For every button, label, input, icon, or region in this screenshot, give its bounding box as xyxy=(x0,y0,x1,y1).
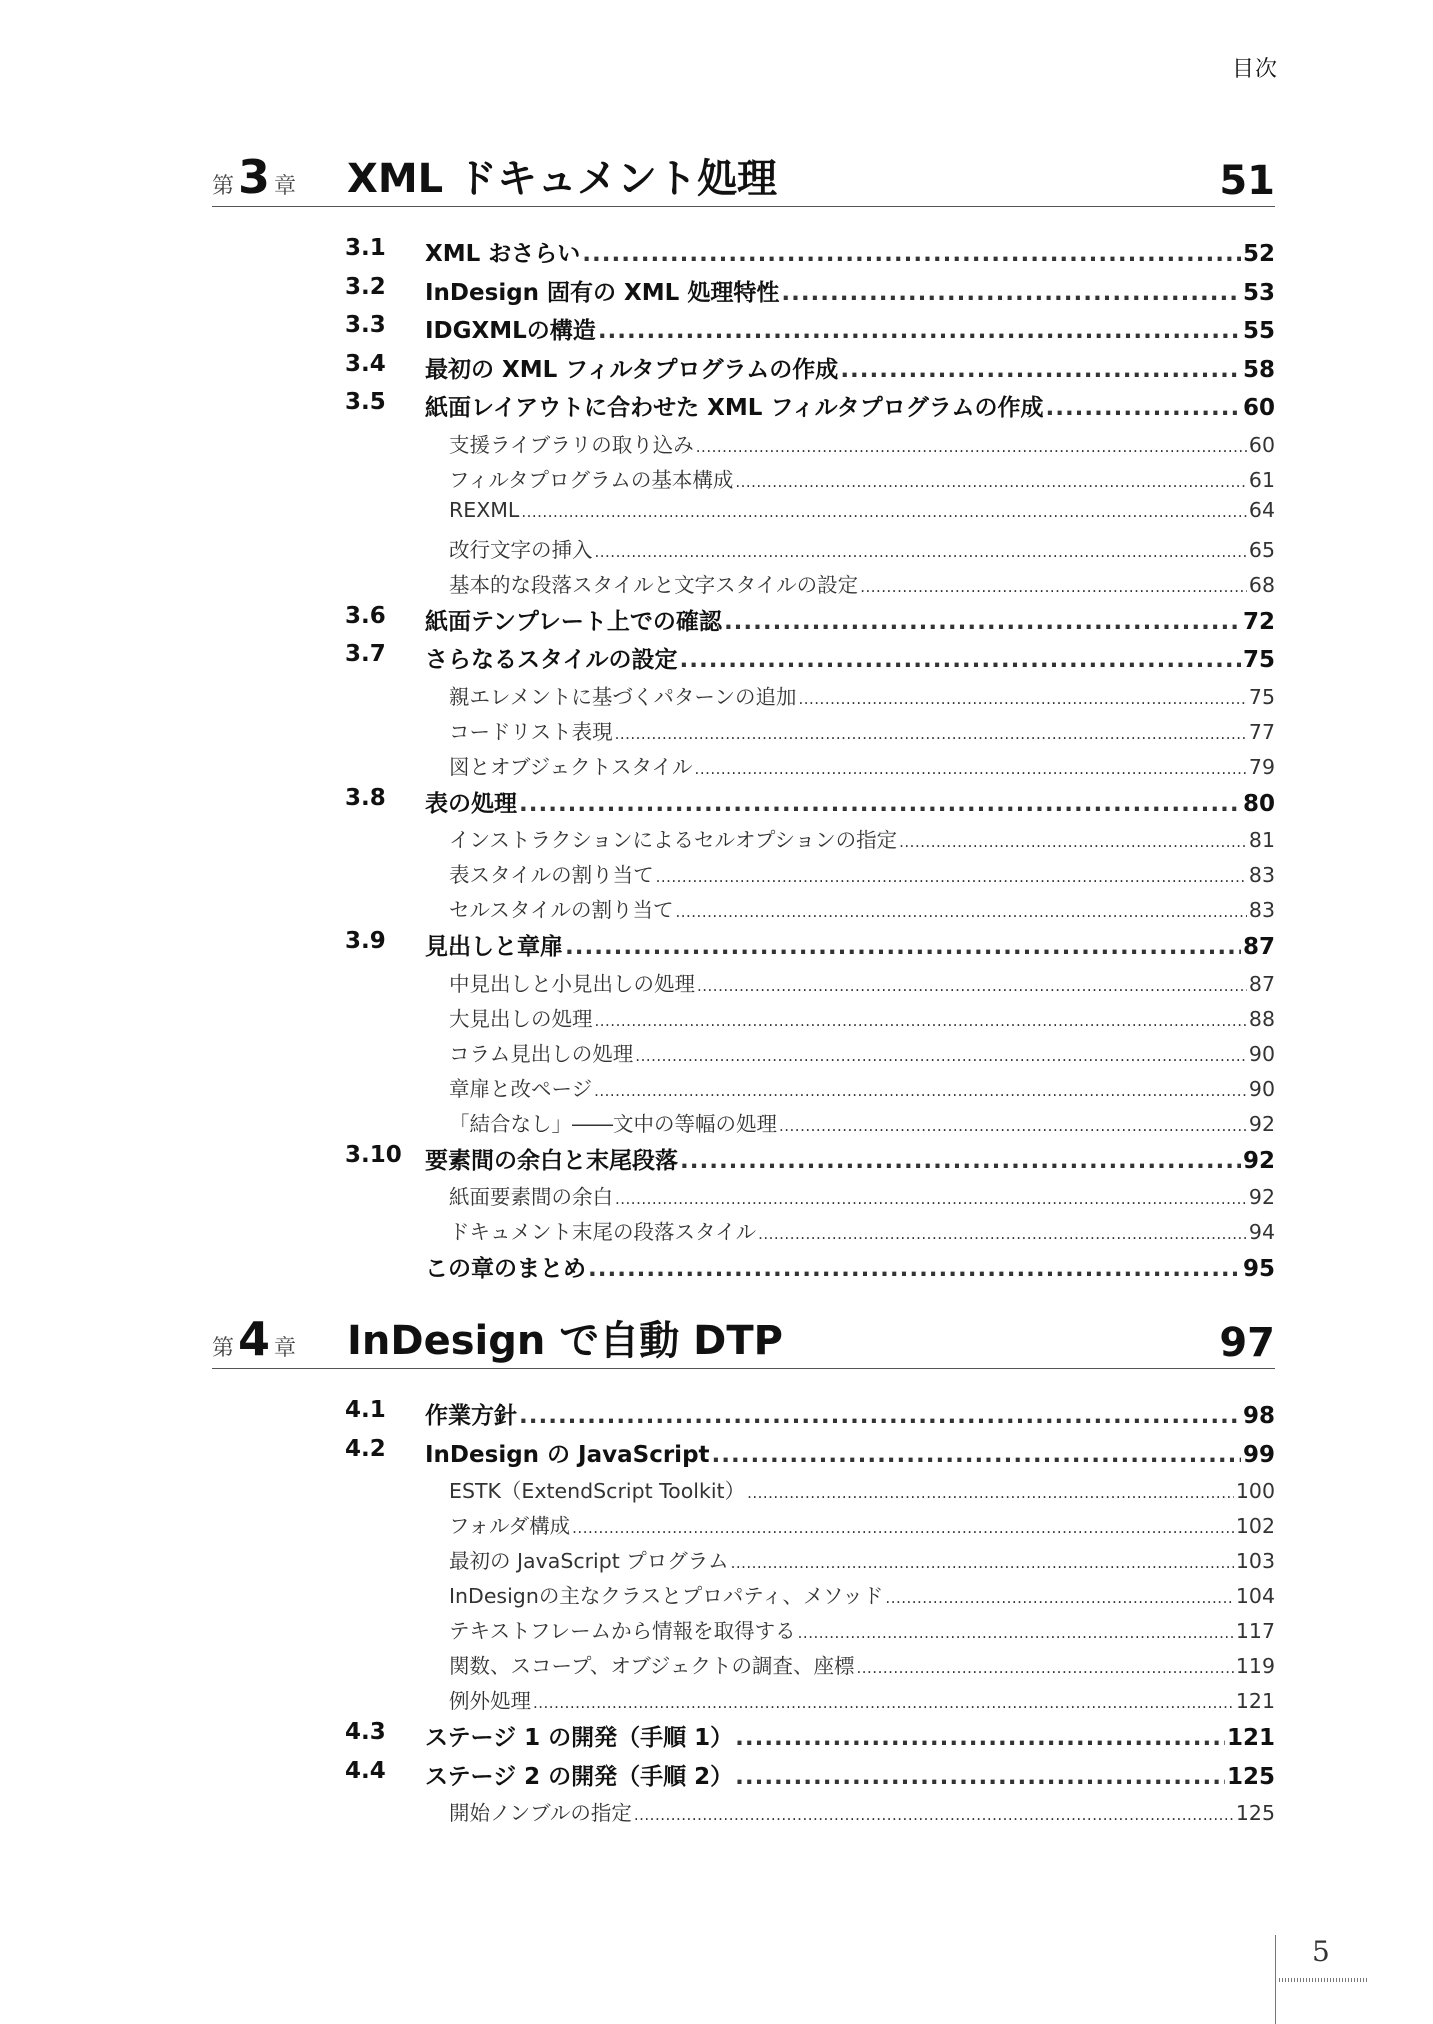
dot-leader xyxy=(712,1442,1241,1468)
entry-title: 開始ノンブルの指定 xyxy=(449,1801,632,1825)
entry-title: この章のまとめ xyxy=(425,1256,586,1282)
entry-title: インストラクションによるセルオプションの指定 xyxy=(449,828,898,852)
dot-leader xyxy=(724,609,1241,635)
toc-subsection-entry xyxy=(212,1072,1275,1107)
entry-title: InDesignの主なクラスとプロパティ、メソッド xyxy=(449,1584,884,1608)
toc-subsection-entry xyxy=(212,1544,1275,1579)
entry-page-number: 53 xyxy=(1242,279,1275,306)
entry-title: 要素間の余白と末尾段落 xyxy=(425,1147,678,1174)
dot-leader xyxy=(885,1584,1233,1608)
entry-title: IDGXMLの構造 xyxy=(425,318,596,344)
toc-subsection-entry xyxy=(212,1474,1275,1509)
toc-subsection-entry xyxy=(212,893,1275,928)
dot-leader xyxy=(735,468,1247,492)
toc-subsection-entry xyxy=(212,1614,1275,1649)
entry-title: 例外処理 xyxy=(449,1689,531,1713)
dot-leader xyxy=(735,1764,1225,1790)
toc-section-entry xyxy=(212,603,1275,642)
dot-leader xyxy=(519,791,1241,817)
toc-section-entry xyxy=(212,1250,1275,1289)
entry-title: 紙面要素間の余白 xyxy=(449,1185,613,1209)
entry-page-number: 75 xyxy=(1248,684,1275,709)
dot-leader xyxy=(565,934,1241,960)
toc-subsection-entry xyxy=(212,463,1275,498)
toc-list xyxy=(212,235,1275,1289)
toc-subsection-entry xyxy=(212,1002,1275,1037)
dot-leader xyxy=(680,647,1241,673)
entry-title: 支援ライブラリの取り込み xyxy=(449,432,694,457)
toc-section-entry xyxy=(212,1142,1275,1181)
entry-page-number: 98 xyxy=(1242,1403,1275,1429)
toc-section-entry xyxy=(212,641,1275,680)
entry-page-number: 87 xyxy=(1248,971,1275,996)
dot-leader xyxy=(519,1403,1241,1429)
entry-page-number: 104 xyxy=(1235,1584,1275,1608)
entry-title: 図とオブジェクトスタイル xyxy=(449,754,693,779)
entry-page-number: 88 xyxy=(1248,1006,1275,1031)
dot-leader xyxy=(1045,395,1241,421)
dot-leader xyxy=(521,498,1247,522)
dot-leader xyxy=(731,1549,1234,1573)
entry-page-number: 83 xyxy=(1248,898,1275,922)
chapter-page-number: 51 xyxy=(1219,158,1275,204)
dot-leader xyxy=(656,863,1247,887)
entry-page-number: 100 xyxy=(1235,1479,1275,1503)
dot-leader xyxy=(696,433,1247,457)
entry-title: 基本的な段落スタイルと文字スタイルの設定 xyxy=(449,572,859,597)
toc-subsection-entry xyxy=(212,715,1275,750)
entry-page-number: 52 xyxy=(1242,241,1275,267)
toc-subsection-entry xyxy=(212,1509,1275,1544)
toc-section-entry xyxy=(212,351,1275,390)
toc-subsection-entry xyxy=(212,858,1275,893)
dot-leader xyxy=(594,1077,1247,1101)
dot-leader xyxy=(572,1514,1234,1538)
entry-page-number: 87 xyxy=(1242,934,1275,960)
entry-page-number: 77 xyxy=(1248,719,1275,744)
entry-page-number: 80 xyxy=(1242,790,1275,817)
toc-subsection-entry xyxy=(212,1107,1275,1142)
entry-title: ステージ 2 の開発（手順 2） xyxy=(425,1763,734,1790)
dot-leader xyxy=(899,828,1247,852)
toc-subsection-entry xyxy=(212,498,1275,533)
dot-leader xyxy=(680,1148,1241,1174)
dot-leader xyxy=(747,1479,1234,1503)
toc-section-entry xyxy=(212,785,1275,824)
toc-section-entry xyxy=(212,1397,1275,1436)
entry-title: 作業方針 xyxy=(425,1403,517,1429)
entry-title: 大見出しの処理 xyxy=(449,1006,593,1031)
dot-leader xyxy=(635,1042,1247,1066)
chapter-title: InDesign で自動 DTP xyxy=(347,1318,783,1364)
dot-leader xyxy=(615,1185,1247,1209)
entry-page-number: 68 xyxy=(1248,572,1275,597)
toc-subsection-entry xyxy=(212,1684,1275,1719)
entry-title: 親エレメントに基づくパターンの追加 xyxy=(449,684,797,709)
toc-section-entry xyxy=(212,1758,1275,1797)
section-number: 4.1 xyxy=(345,1397,386,1423)
dot-leader xyxy=(781,280,1241,306)
toc-section-entry xyxy=(212,928,1275,967)
dot-leader xyxy=(735,1725,1225,1751)
entry-page-number: 94 xyxy=(1248,1220,1275,1244)
entry-title: 関数、スコープ、オブジェクトの調査、座標 xyxy=(449,1654,855,1678)
chapter-3-section xyxy=(212,150,1275,1289)
section-number: 3.2 xyxy=(345,273,386,300)
dot-leader xyxy=(615,720,1247,744)
toc-subsection-entry xyxy=(212,1180,1275,1215)
entry-title: 章扉と改ページ xyxy=(449,1076,593,1101)
dot-leader xyxy=(758,1220,1247,1244)
entry-page-number: 60 xyxy=(1248,432,1275,457)
dot-leader xyxy=(779,1112,1247,1136)
entry-page-number: 58 xyxy=(1242,356,1275,383)
entry-page-number: 92 xyxy=(1248,1185,1275,1209)
entry-title: フィルタプログラムの基本構成 xyxy=(449,467,734,492)
toc-section-entry xyxy=(212,389,1275,428)
dot-leader xyxy=(595,1007,1247,1031)
entry-page-number: 55 xyxy=(1242,318,1275,344)
entry-title: 表の処理 xyxy=(425,790,517,817)
entry-page-number: 102 xyxy=(1235,1514,1275,1538)
entry-title: コードリスト表現 xyxy=(449,719,613,744)
section-number: 3.1 xyxy=(345,235,386,261)
chapter-title: XML ドキュメント処理 xyxy=(347,156,778,202)
toc-subsection-entry xyxy=(212,1037,1275,1072)
dot-leader xyxy=(588,1256,1241,1282)
entry-page-number: 103 xyxy=(1235,1549,1275,1573)
dot-leader xyxy=(798,1619,1234,1643)
entry-title: 中見出しと小見出しの処理 xyxy=(449,971,695,996)
entry-page-number: 90 xyxy=(1248,1041,1275,1066)
section-number: 3.8 xyxy=(345,784,386,811)
section-number: 3.7 xyxy=(345,641,386,667)
section-number: 3.10 xyxy=(345,1141,402,1168)
entry-page-number: 72 xyxy=(1242,608,1275,635)
toc-subsection-entry xyxy=(212,1796,1275,1831)
toc-section-entry xyxy=(212,1436,1275,1475)
toc-section-entry xyxy=(212,312,1275,351)
entry-title: 最初の XML フィルタプログラムの作成 xyxy=(425,356,839,383)
dot-leader xyxy=(582,241,1241,267)
section-number: 3.9 xyxy=(345,928,386,954)
toc-subsection-entry xyxy=(212,750,1275,785)
section-number: 4.4 xyxy=(345,1757,386,1784)
dot-leader xyxy=(697,972,1247,996)
chapter-label: 第3 章 xyxy=(212,150,297,204)
entry-page-number: 65 xyxy=(1248,537,1275,562)
entry-page-number: 60 xyxy=(1242,395,1275,421)
toc-section-entry xyxy=(212,274,1275,313)
chapter-4-section xyxy=(212,1312,1275,1831)
entry-title: REXML xyxy=(449,497,520,522)
toc-list xyxy=(212,1397,1275,1831)
entry-page-number: 64 xyxy=(1248,497,1275,522)
entry-page-number: 81 xyxy=(1248,828,1275,852)
chapter-heading xyxy=(212,150,1275,207)
section-number: 3.3 xyxy=(345,312,386,338)
toc-subsection-entry xyxy=(212,428,1275,463)
entry-page-number: 92 xyxy=(1248,1111,1275,1136)
entry-page-number: 61 xyxy=(1248,467,1275,492)
toc-section-entry xyxy=(212,1719,1275,1758)
entry-page-number: 79 xyxy=(1248,754,1275,779)
dot-leader xyxy=(533,1689,1234,1713)
entry-title: ステージ 1 の開発（手順 1） xyxy=(425,1725,734,1751)
entry-title: フォルダ構成 xyxy=(449,1514,571,1538)
entry-title: 紙面レイアウトに合わせた XML フィルタプログラムの作成 xyxy=(425,395,1044,421)
chapter-label: 第4 章 xyxy=(212,1312,297,1366)
entry-title: 表スタイルの割り当て xyxy=(449,863,654,887)
toc-subsection-entry xyxy=(212,1579,1275,1614)
folio-dot-rule xyxy=(1279,1978,1369,1982)
toc-subsection-entry xyxy=(212,823,1275,858)
section-number: 3.6 xyxy=(345,602,386,629)
section-number: 4.2 xyxy=(345,1435,386,1462)
section-number: 3.4 xyxy=(345,350,386,377)
entry-title: ESTK（ExtendScript Toolkit） xyxy=(449,1479,746,1503)
entry-title: XML おさらい xyxy=(425,241,581,267)
entry-page-number: 119 xyxy=(1235,1654,1275,1678)
entry-title: さらなるスタイルの設定 xyxy=(425,647,678,673)
entry-title: 最初の JavaScript プログラム xyxy=(449,1549,729,1573)
toc-subsection-entry xyxy=(212,568,1275,603)
page-number: 5 xyxy=(1312,1935,1330,1968)
entry-title: 「結合なし」――文中の等幅の処理 xyxy=(449,1111,777,1136)
dot-leader xyxy=(857,1654,1234,1678)
entry-title: コラム見出しの処理 xyxy=(449,1041,634,1066)
toc-subsection-entry xyxy=(212,967,1275,1002)
entry-page-number: 95 xyxy=(1242,1256,1275,1282)
entry-title: 紙面テンプレート上での確認 xyxy=(425,608,722,635)
entry-page-number: 83 xyxy=(1248,863,1275,887)
entry-title: 見出しと章扉 xyxy=(425,934,563,960)
dot-leader xyxy=(860,573,1247,597)
dot-leader xyxy=(634,1801,1234,1825)
entry-page-number: 75 xyxy=(1242,647,1275,673)
dot-leader xyxy=(598,318,1241,344)
running-head: 目次 xyxy=(1231,57,1278,82)
entry-title: ドキュメント末尾の段落スタイル xyxy=(449,1220,757,1244)
toc-section-entry xyxy=(212,235,1275,274)
entry-page-number: 117 xyxy=(1235,1619,1275,1643)
chapter-heading xyxy=(212,1312,1275,1369)
section-number: 3.5 xyxy=(345,389,386,415)
dot-leader xyxy=(595,538,1247,562)
folio-rule xyxy=(1275,1935,1276,2024)
entry-page-number: 90 xyxy=(1248,1076,1275,1101)
entry-title: InDesign の JavaScript xyxy=(425,1441,710,1468)
entry-title: セルスタイルの割り当て xyxy=(449,898,674,922)
entry-title: テキストフレームから情報を取得する xyxy=(449,1619,796,1643)
toc-subsection-entry xyxy=(212,1649,1275,1684)
toc-subsection-entry xyxy=(212,533,1275,568)
entry-page-number: 125 xyxy=(1226,1763,1275,1790)
dot-leader xyxy=(675,898,1246,922)
section-number: 4.3 xyxy=(345,1719,386,1745)
entry-title: InDesign 固有の XML 処理特性 xyxy=(425,279,780,306)
toc-subsection-entry xyxy=(212,680,1275,715)
chapter-page-number: 97 xyxy=(1219,1320,1275,1366)
toc-subsection-entry xyxy=(212,1215,1275,1250)
dot-leader xyxy=(798,685,1246,709)
dot-leader xyxy=(695,755,1247,779)
dot-leader xyxy=(840,357,1241,383)
entry-page-number: 92 xyxy=(1242,1147,1275,1174)
entry-page-number: 99 xyxy=(1242,1441,1275,1468)
entry-page-number: 121 xyxy=(1226,1725,1275,1751)
entry-page-number: 125 xyxy=(1235,1801,1275,1825)
entry-page-number: 121 xyxy=(1235,1689,1275,1713)
entry-title: 改行文字の挿入 xyxy=(449,537,593,562)
